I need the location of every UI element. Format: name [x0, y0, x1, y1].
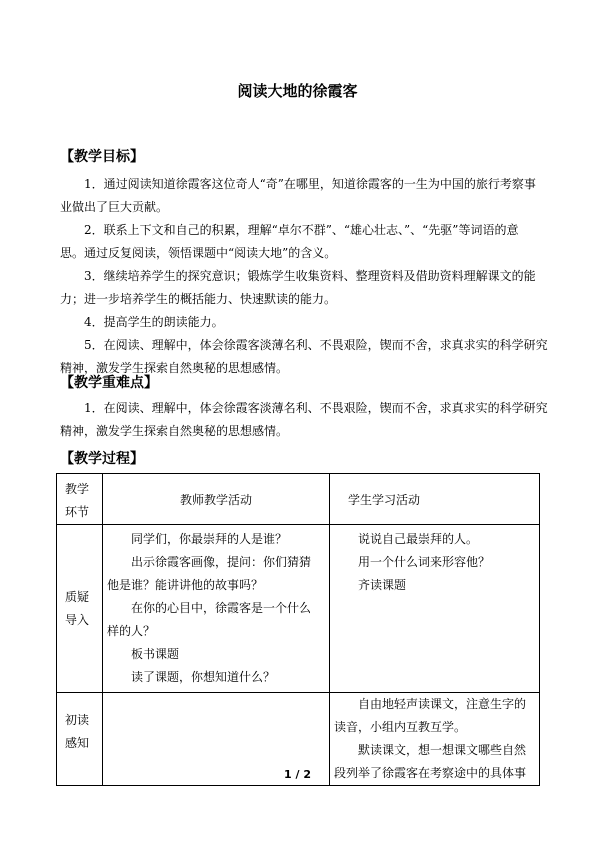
objective-line: 力；进一步培养学生的概括能力、快速默读的能力。	[60, 292, 337, 306]
student-activity-line: 段列举了徐霞客在考察途中的具体事	[334, 766, 527, 780]
key-point-line: 1．在阅读、理解中，体会徐霞客淡薄名利、不畏艰险，锲而不舍，求真求实的科学研究	[84, 401, 548, 415]
teacher-activity-line: 出示徐霞客画像，提问：你们猜猜	[131, 555, 312, 569]
teacher-activity-line: 他是谁？能讲讲他的故事吗？	[107, 578, 264, 592]
process-heading: 【教学过程】	[60, 451, 144, 467]
stage-line: 导入	[65, 612, 90, 627]
process-table	[56, 473, 540, 786]
objective-line: 思。通过反复阅读，领悟课题中“阅读大地”的含义。	[60, 246, 337, 260]
page-number: 1 / 2	[284, 768, 311, 781]
header-student-cell	[330, 474, 540, 525]
objective-line: 3．继续培养学生的探究意识；锻炼学生收集资料、整理资料及借助资料理解课文的能	[84, 269, 536, 283]
objective-line: 4．提高学生的朗读能力。	[84, 315, 224, 329]
teacher-activity-line: 在你的心目中，徐霞客是一个什么	[131, 601, 312, 615]
header-stage-line: 环节	[65, 505, 90, 519]
teacher-activity-line: 板书课题	[131, 647, 180, 661]
teacher-activity-line: 样的人？	[107, 624, 156, 638]
header-teacher-label: 教师教学活动	[179, 492, 252, 507]
table-row	[57, 525, 540, 693]
teacher-activity-line: 读了课题，你想知道什么？	[131, 670, 276, 684]
teacher-activity-cell	[103, 525, 330, 693]
objective-line: 2．联系上下文和自己的积累，理解“卓尔不群”、“雄心壮志、”、“先驱”等词语的意	[84, 223, 519, 237]
stage-line: 质疑	[65, 589, 90, 604]
student-activity-line: 齐读课题	[358, 578, 407, 592]
header-student-label: 学生学习活动	[348, 492, 421, 507]
objective-line: 1．通过阅读知道徐霞客这位奇人“奇”在哪里，知道徐霞客的一生为中国的旅行考察事	[84, 177, 536, 191]
key-point-line: 精神，激发学生探索自然奥秘的思想感情。	[60, 424, 289, 438]
student-activity-line: 用一个什么词来形容他？	[358, 555, 491, 569]
objective-line: 5．在阅读、理解中，体会徐霞客淡薄名利、不畏艰险，锲而不舍，求真求实的科学研究	[84, 338, 548, 352]
objectives-heading: 【教学目标】	[60, 149, 144, 165]
stage-cell	[57, 525, 103, 693]
stage-line: 初读	[65, 713, 90, 727]
teacher-activity-line: 同学们，你最崇拜的人是谁？	[131, 532, 288, 546]
student-activity-line: 说说自己最崇拜的人。	[358, 532, 479, 546]
page-title: 阅读大地的徐霞客	[237, 82, 358, 100]
header-teacher-cell	[103, 474, 330, 525]
student-activity-cell	[330, 525, 540, 693]
header-stage-cell	[57, 474, 103, 525]
objective-line: 精神，激发学生探索自然奥秘的思想感情。	[60, 361, 289, 375]
key-points-text	[60, 397, 548, 443]
objective-line: 业做出了巨大贡献。	[60, 200, 169, 214]
header-stage-line: 教学	[65, 482, 90, 496]
objectives-text	[60, 173, 548, 380]
stage-line: 感知	[65, 736, 90, 750]
student-activity-line: 读音，小组内互教互学。	[334, 720, 467, 734]
key-points-heading: 【教学重难点】	[60, 375, 158, 391]
student-activity-line: 自由地轻声读课文，注意生字的	[358, 697, 527, 711]
student-activity-line: 默读课文，想一想课文哪些自然	[358, 743, 527, 757]
table-header-row	[57, 474, 540, 525]
